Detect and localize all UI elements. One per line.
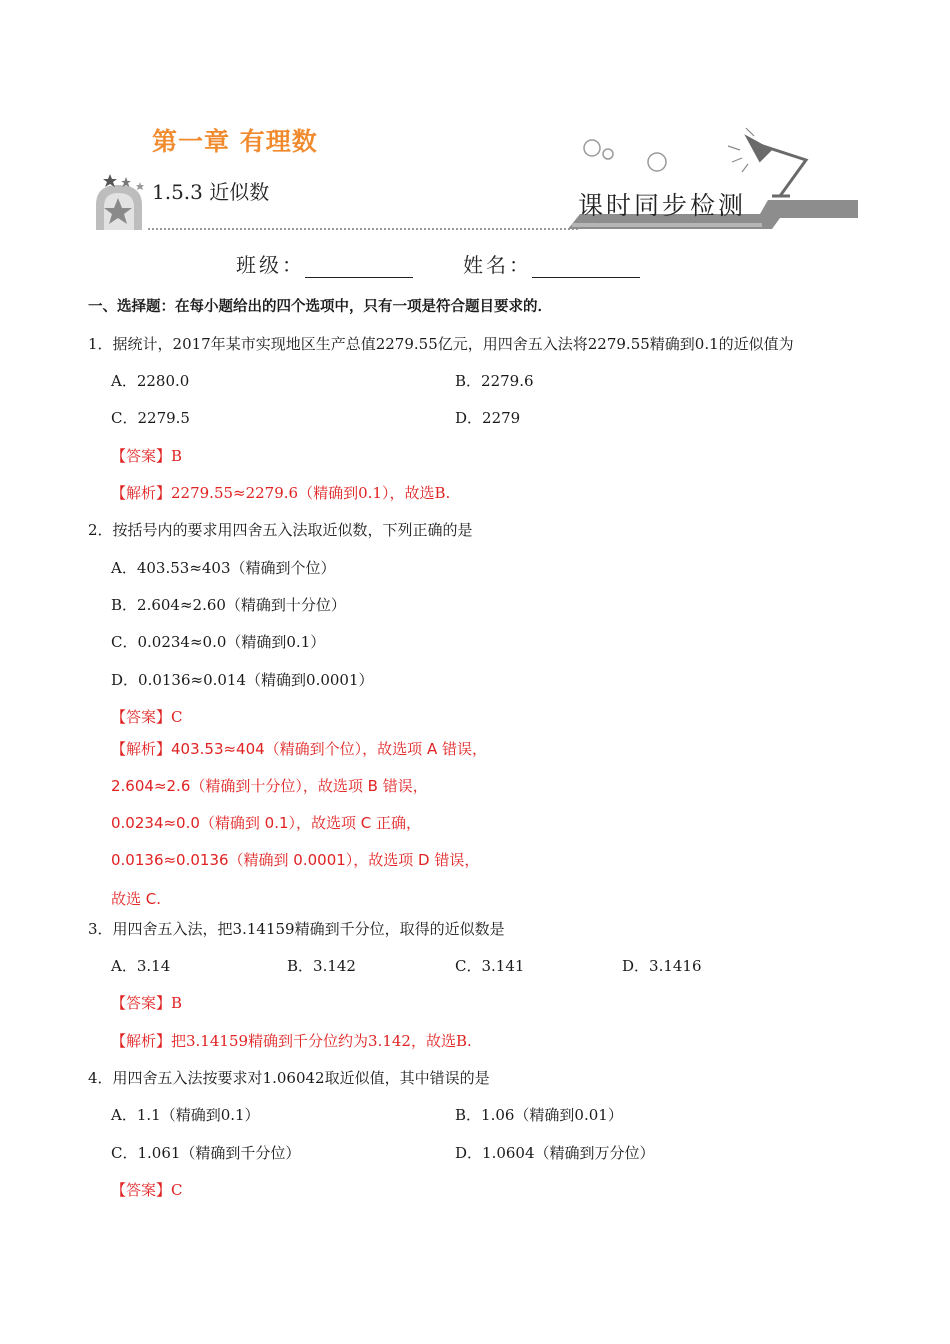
q4-stem: 4．用四舍五入法按要求对1.06042取近似值，其中错误的是	[88, 1069, 490, 1087]
name-blank[interactable]	[532, 257, 640, 278]
q1-answer: 【答案】B	[111, 447, 183, 465]
q2-answer: 【答案】C	[111, 708, 183, 726]
q1-option-c: C．2279.5	[111, 409, 190, 427]
section-title: 1.5.3 近似数	[152, 180, 270, 204]
bubble-icon	[584, 140, 600, 156]
q1-option-d: D．2279	[455, 409, 521, 427]
q2-option-c: C．0.0234≈0.0（精确到0.1）	[111, 633, 326, 651]
q2-analysis-line-1: 【解析】403.53≈404（精确到个位），故选项 A 错误，	[111, 740, 487, 758]
q3-option-c: C．3.141	[455, 957, 525, 975]
class-label: 班级：	[236, 253, 305, 277]
q4-option-c: C．1.061（精确到千分位）	[111, 1144, 301, 1162]
name-label: 姓名：	[463, 253, 532, 277]
q4-answer: 【答案】C	[111, 1181, 183, 1199]
q2-analysis-line-5: 故选 C.	[111, 890, 162, 908]
section-instruction: 一、选择题：在每小题给出的四个选项中，只有一项是符合题目要求的．	[88, 299, 552, 315]
header-banner	[0, 0, 950, 240]
q4-option-b: B．1.06（精确到0.01）	[455, 1106, 623, 1124]
q3-option-d: D．3.1416	[622, 957, 702, 975]
q3-answer: 【答案】B	[111, 994, 183, 1012]
q2-analysis-line-2: 2.604≈2.6（精确到十分位），故选项 B 错误，	[111, 777, 428, 795]
q2-analysis-line-4: 0.0136≈0.0136（精确到 0.0001），故选项 D 错误，	[111, 851, 480, 869]
q2-option-b: B．2.604≈2.60（精确到十分位）	[111, 596, 346, 614]
chapter-title: 第一章 有理数	[152, 127, 318, 156]
student-info-fields	[236, 249, 690, 278]
q2-option-a: A．403.53≈403（精确到个位）	[111, 559, 336, 577]
q2-option-d: D．0.0136≈0.014（精确到0.0001）	[111, 671, 374, 689]
q4-option-a: A．1.1（精确到0.1）	[111, 1106, 260, 1124]
q3-analysis: 【解析】把3.14159精确到千分位约为3.142，故选B.	[111, 1032, 472, 1050]
q1-option-a: A．2280.0	[111, 372, 190, 390]
star-badge-icon	[96, 174, 144, 230]
q4-option-d: D．1.0604（精确到万分位）	[455, 1144, 655, 1162]
q2-stem: 2．按括号内的要求用四舍五入法取近似数，下列正确的是	[88, 521, 473, 539]
q3-stem: 3．用四舍五入法，把3.14159精确到千分位，取得的近似数是	[88, 920, 505, 938]
q1-option-b: B．2279.6	[455, 372, 534, 390]
q1-analysis: 【解析】2279.55≈2279.6（精确到0.1），故选B.	[111, 484, 451, 502]
brand-title: 课时同步检测	[578, 191, 747, 220]
q3-option-b: B．3.142	[287, 957, 356, 975]
q2-analysis-line-3: 0.0234≈0.0（精确到 0.1），故选项 C 正确，	[111, 814, 422, 832]
q3-option-a: A．3.14	[111, 957, 171, 975]
desk-lamp-icon	[748, 138, 806, 196]
class-blank[interactable]	[305, 257, 413, 278]
q1-stem: 1．据统计，2017年某市实现地区生产总值2279.55亿元，用四舍五入法将2279.55精确到0.1的近似值为	[88, 335, 794, 353]
